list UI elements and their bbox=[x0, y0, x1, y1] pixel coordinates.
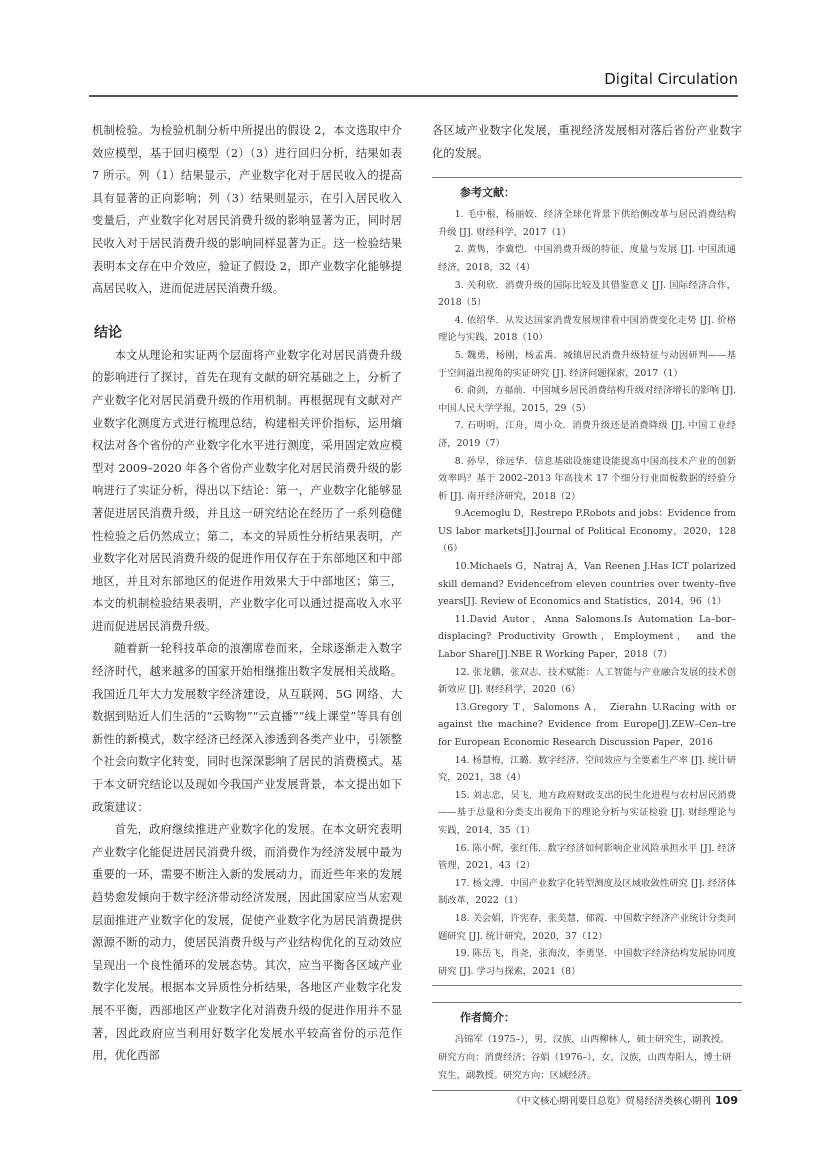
page-number: 109 bbox=[715, 1094, 738, 1107]
author-title: 作者简介： bbox=[460, 1011, 515, 1025]
section-title-conclusion: 结论 bbox=[94, 324, 122, 341]
reference-item: 14. 杨慧梅，江璐．数字经济、空间效应与全要素生产率 [J]. 统计研究，2021，38（4） bbox=[438, 754, 736, 784]
reference-item: 5. 魏勇，杨刚，杨孟禹．城镇居民消费升级特征与动因研判——基于空间溢出视角的实证研究 [J]. 经济问题探索，2017（1） bbox=[438, 349, 736, 379]
reference-item: 1. 毛中根，杨丽姣．经济全球化背景下供给侧改革与居民消费结构升级 [J]. 财经科学，2017（1） bbox=[438, 209, 736, 238]
reference-item: 8. 孙早，徐远华．信息基础设施建设能提高中国高技术产业的创新效率吗？基于 2002–2013 年高技术 17 个细分行业面板数据的经验分析 [J]. 南开经济研究，2018（2） bbox=[438, 455, 736, 502]
reference-item: 4. 依绍华．从发达国家消费发展规律看中国消费变化走势 [J]. 价格理论与实践，2018（10） bbox=[438, 314, 736, 344]
header-divider bbox=[89, 95, 738, 97]
reference-item: 10.Michaels G，Natraj A，Van Reenen J.Has ICT polarized skill demand? Evidencefrom eleven countries over twenty–five years[J]. Review of Economics and Statistics，2014，96（1） bbox=[438, 561, 736, 608]
reference-item: 6. 俞剑，方福前．中国城乡居民消费结构升级对经济增长的影响 [J]. 中国人民大学学报，2015，29（5） bbox=[438, 385, 736, 414]
reference-item: 15. 刘志忠，吴飞．地方政府财政支出的民生化进程与农村居民消费——基于总量和分类支出视角下的理论分析与实证检验 [J]. 财经理论与实践，2014，35（1） bbox=[438, 789, 736, 836]
reference-item: 7. 石明明，江舟，周小众．消费升级还是消费降级 [J]. 中国工业经济，2019（7） bbox=[438, 420, 736, 449]
paragraph-conclusion: 本文从理论和实证两个层面将产业数字化对居民消费升级的影响进行了探讨，首先在现有文献的研究基础之上，分析了产业数字化对居民消费升级的作用机制。再根据现有文献对产业数字化测度方式进行梳理总结，构建相关评价指标，运用熵权法对各个省份的产业数字化水平进行测度，采用固定效应模型对 2009–2020 年各个省份产业数字化对居民消费升级的影响进行了实证分析，得出以下结论：第一，产业数字化能够显著促进居民消费升级，并且这一研究结论在经历了一系列稳健性检验之后仍然成立；第二，本文的异质性分析结果表明，产业数字化对居民消费升级的促进作用仅存在于东部地区和中部地区，并且对东部地区的促进作用效果大于中部地区；第三，本文的机制检验结果表明，产业数字化可以通过提高收入水平进而促进居民消费升级。 bbox=[92, 348, 402, 633]
reference-item: 19. 陈岳飞，肖尧，张海汝，李勇坚．中国数字经济结构发展协同度研究 [J]. 学习与探索，2021（8） bbox=[438, 948, 736, 977]
reference-item: 13.Gregory T，Salomons A， Zierahn U.Racing with or against the machine? Evidence from Europe[J].ZEW–Cen–tre for European Economic Research Discussion Paper，2016 bbox=[438, 701, 736, 748]
references-list bbox=[438, 206, 736, 980]
footer-journal: 《中文核心期刊要目总览》贸易经济类核心期刊 bbox=[511, 1096, 712, 1107]
left-column bbox=[92, 120, 402, 1068]
reference-item: 12. 张龙鹏，张双志．技术赋能：人工智能与产业融合发展的技术创新效应 [J]. 财经科学，2020（6） bbox=[438, 666, 736, 696]
reference-item: 16. 陈小辉，张红伟．数字经济如何影响企业风险承担水平 [J]. 经济管理，2021，43（2） bbox=[438, 842, 736, 872]
author-box bbox=[432, 1002, 742, 1091]
paragraph-policy: 首先，政府继续推进产业数字化的发展。在本文研究表明产业数字化能促进居民消费升级，而消费作为经济发展中最为重要的一环，需要不断注入新的发展动力，而近些年来的发展趋势愈发倾向于数字经济带动经济发展，因此国家应当从宏观层面推进产业数字化的发展，促使产业数字化为居民消费提供源源不断的动力，使居民消费升级与产业结构优化的互动效应呈现出一个良性循环的发展态势。其次，应当平衡各区域产业数字化发展。根据本文异质性分析结果，各地区产业数字化发展不平衡，西部地区产业数字化对消费升级的促进作用并不显著，因此政府应当利用好数字化发展水平较高省份的示范作用，优化西部 bbox=[92, 823, 402, 1063]
page-footer bbox=[512, 1093, 738, 1107]
reference-item: 17. 杨文溥．中国产业数字化转型测度及区域收敛性研究 [J]. 经济体制改革，2022（1） bbox=[438, 877, 736, 907]
reference-item: 18. 关会娟，许宪春，张美慧，郁霞．中国数字经济产业统计分类问题研究 [J]. 统计研究，2020，37（12） bbox=[438, 912, 736, 942]
references-box bbox=[432, 177, 742, 986]
author-bio: 冯锦军（1975–），男，汉族，山西柳林人，硕士研究生，副教授。研究方向：消费经济；谷娟（1976–），女，汉族，山西寿阳人，博士研究生，副教授。研究方向：区域经济。 bbox=[438, 1034, 732, 1082]
reference-item: 2. 黄隽，李冀恺．中国消费升级的特征、度量与发展 [J]. 中国流通经济，2018，32（4） bbox=[438, 244, 736, 273]
reference-item: 11.David Autor，Anna Salomons.Is Automation La–bor–displacing? Productivity Growth，Employment， and the Labor Share[J].NBE R Working Paper，2018（7） bbox=[438, 613, 736, 661]
paragraph-background: 随着新一轮科技革命的浪潮席卷而来，全球逐渐走入数字经济时代，越来越多的国家开始相继推出数字发展相关战略。我国近几年大力发展数字经济建设，从互联网、5G 网络、大数据到贴近人们生活的“云购物”“云直播”“线上课堂”等具有创新性的新模式，数字经济已经深入渗透到各类产业中，引领整个社会向数字化转变，同时也深深影响了居民的消费模式。基于本文研究结论以及现如今我国产业发展背景，本文提出如下政策建议： bbox=[92, 642, 402, 814]
paragraph-continuation: 各区域产业数字化发展，重视经济发展相对落后省份产业数字化的发展。 bbox=[432, 124, 742, 160]
reference-item: 3. 关利欣．消费升级的国际比较及其借鉴意义 [J]. 国际经济合作，2018（5） bbox=[438, 279, 736, 309]
right-column bbox=[432, 120, 742, 1091]
reference-item: 9.Acemoglu D，Restrepo P.Robots and jobs：Evidence from US labor markets[J].Journal of Political Economy，2020，128（6） bbox=[438, 508, 736, 555]
references-title: 参考文献： bbox=[460, 186, 515, 200]
paragraph-mechanism-test: 机制检验。为检验机制分析中所提出的假设 2，本文选取中介效应模型，基于回归模型（2）（3）进行回归分析，结果如表 7 所示。列（1）结果显示，产业数字化对于居民收入的提高具有显著的正向影响；列（3）结果则显示，在引入居民收入变量后，产业数字化对居民消费升级的影响显著为正，同时居民收入对于居民消费升级的影响同样显著为正。这一检验结果表明本文存在中介效应，验证了假设 2，即产业数字化能够提高居民收入，进而促进居民消费升级。 bbox=[92, 124, 402, 296]
journal-header-title: Digital Circulation bbox=[604, 70, 738, 88]
